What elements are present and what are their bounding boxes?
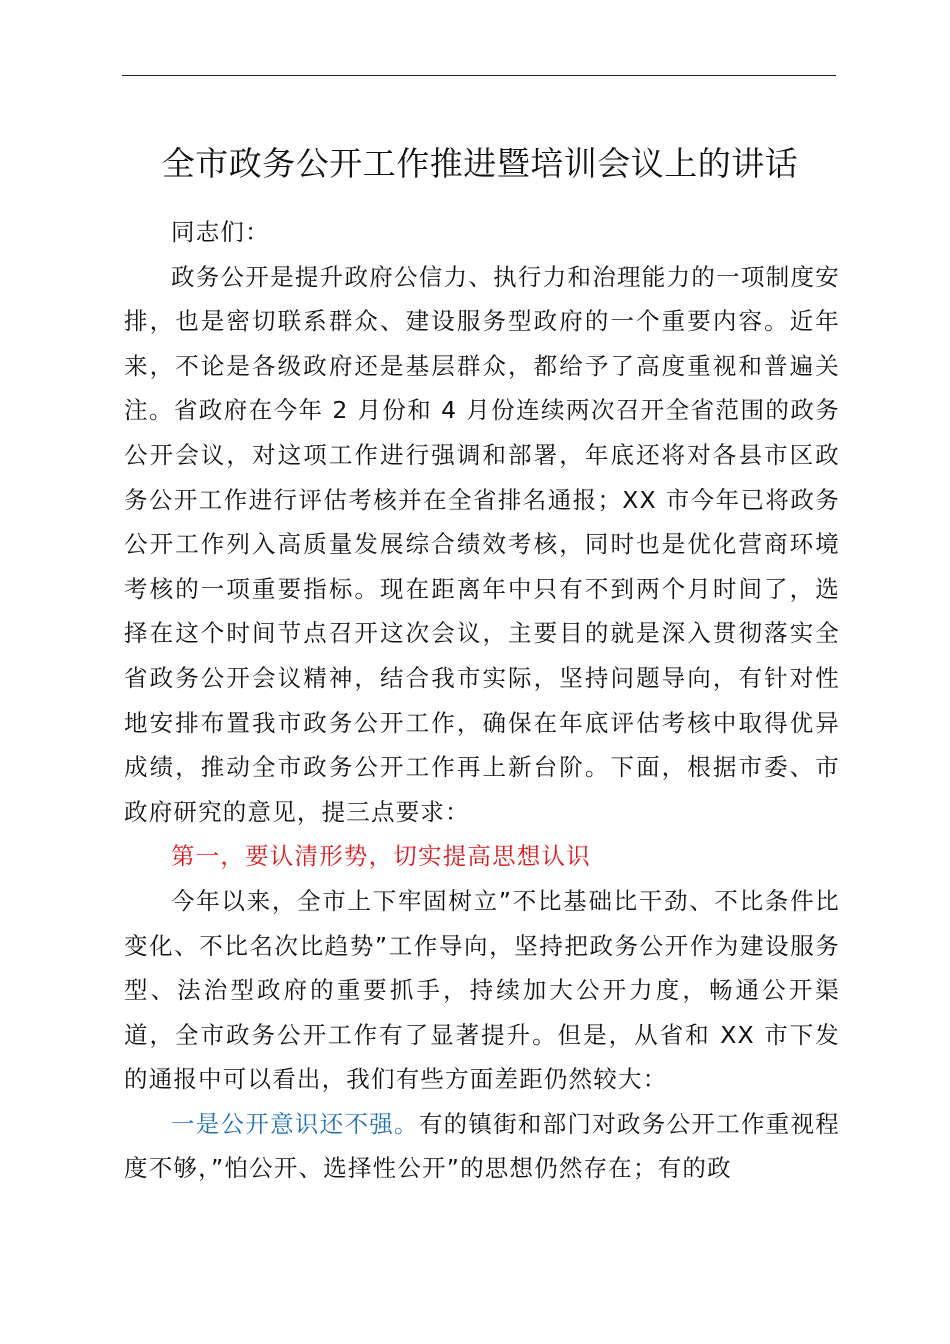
intro-paragraph: 政务公开是提升政府公信力、执行力和治理能力的一项制度安排，也是密切联系群众、建设服务型政府的一个重要内容。近年来，不论是各级政府还是基层群众，都给予了高度重视和普遍关注。省政府在今年 2 月份和 4 月份连续两次召开全省范围的政务公开会议，对这项工作进行强调和部署，年底还将对各县市区政务公开工作进行评估考核并在全省排名通报；XX 市今年已将政务公开工作列入高质量发展综合绩效考核，同时也是优化营商环境考核的一项重要指标。现在距离年中只有不到两个月时间了，选择在这个时间节点召开这次会议，主要目的就是深入贯彻落实全省政务公开会议精神，结合我市实际，坚持问题导向，有针对性地安排布置我市政务公开工作，确保在年底评估考核中取得优异成绩，推动全市政务公开工作再上新台阶。下面，根据市委、市政府研究的意见，提三点要求： xyxy=(124,262,840,826)
section-one-heading: 第一，要认清形势，切实提高思想认识 xyxy=(171,842,591,871)
point-one-text: 有的镇街和部门对政务公开工作重视程度不够，”怕公开、选择性公开”的思想仍然存在；有的政 xyxy=(124,1109,841,1183)
salutation: 同志们： xyxy=(171,218,270,246)
header-rule xyxy=(122,75,836,76)
point-one-paragraph xyxy=(124,1102,840,1191)
point-one-heading: 一是公开意识还不强。 xyxy=(171,1109,419,1138)
section-one-paragraph: 今年以来，全市上下牢固树立”不比基础比干劲、不比条件比变化、不比名次比趋势”工作导向，坚持把政务公开作为建设服务型、法治型政府的重要抓手，持续加大公开力度，畅通公开渠道，全市政务公开工作有了显著提升。但是，从省和 XX 市下发的通报中可以看出，我们有些方面差距仍然较大： xyxy=(124,886,840,1094)
document-body xyxy=(124,210,840,1191)
page-title: 全市政务公开工作推进暨培训会议上的讲话 xyxy=(161,144,799,183)
